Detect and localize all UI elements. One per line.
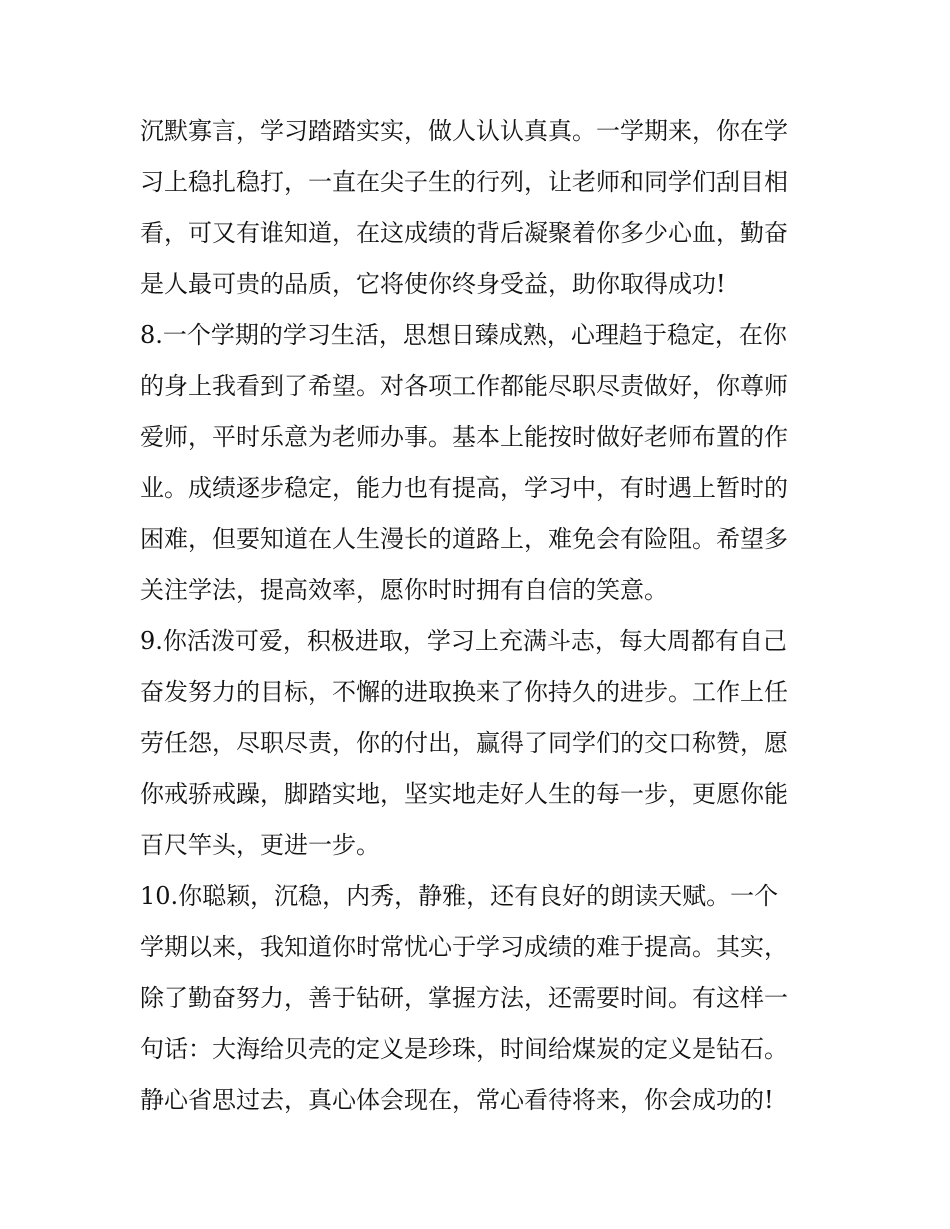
text-line: 除了勤奋努力，善于钻研，掌握方法，还需要时间。有这样一	[140, 984, 788, 1012]
text-line: 句话：大海给贝壳的定义是珍珠，时间给煤炭的定义是钻石。	[140, 1035, 788, 1063]
text-line: 爱师，平时乐意为老师办事。基本上能按时做好老师布置的作	[140, 423, 788, 451]
text-line: 看，可又有谁知道，在这成绩的背后凝聚着你多少心血，勤奋	[140, 219, 788, 247]
text-line: 业。成绩逐步稳定，能力也有提高，学习中，有时遇上暂时的	[140, 474, 788, 502]
text-line: 奋发努力的目标，不懈的进取换来了你持久的进步。工作上任	[140, 678, 788, 706]
item-9-line: 9.你活泼可爱，积极进取，学习上充满斗志，每大周都有自己	[140, 627, 787, 655]
text-line: 静心省思过去，真心体会现在，常心看待将来，你会成功的!	[140, 1086, 774, 1114]
text-line: 百尺竿头，更进一步。	[140, 831, 380, 859]
text-line: 劳任怨，尽职尽责，你的付出，赢得了同学们的交口称赞，愿	[140, 729, 788, 757]
text-line: 学期以来，我知道你时常忧心于学习成绩的难于提高。其实，	[140, 933, 788, 961]
text-line: 关注学法，提高效率，愿你时时拥有自信的笑意。	[140, 576, 668, 604]
text-line: 习上稳扎稳打，一直在尖子生的行列，让老师和同学们刮目相	[140, 168, 788, 196]
text-line: 的身上我看到了希望。对各项工作都能尽职尽责做好，你尊师	[140, 372, 788, 400]
text-line: 你戒骄戒躁，脚踏实地，坚实地走好人生的每一步，更愿你能	[140, 780, 788, 808]
document-body	[140, 106, 820, 1126]
item-10-line: 10.你聪颖，沉稳，内秀，静雅，还有良好的朗读天赋。一个	[140, 882, 779, 910]
text-line: 困难，但要知道在人生漫长的道路上，难免会有险阻。希望多	[140, 525, 788, 553]
text-line: 是人最可贵的品质，它将使你终身受益，助你取得成功!	[140, 270, 726, 298]
item-8-line: 8.一个学期的学习生活，思想日臻成熟，心理趋于稳定，在你	[140, 321, 787, 349]
text-line: 沉默寡言，学习踏踏实实，做人认认真真。一学期来，你在学	[140, 117, 788, 145]
